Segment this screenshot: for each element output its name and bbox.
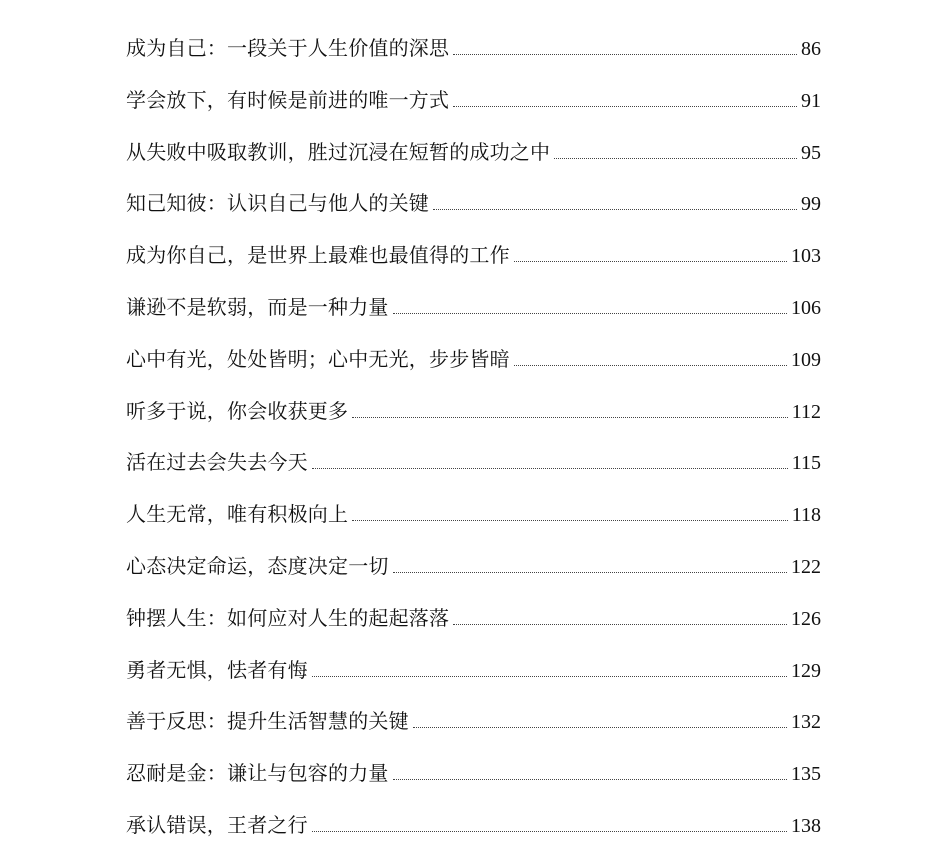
- toc-entry-title: 心中有光，处处皆明；心中无光，步步皆暗: [126, 346, 510, 371]
- toc-entry-page: 129: [791, 659, 821, 682]
- toc-leader-dots: [393, 778, 787, 780]
- toc-entry-page: 95: [801, 141, 821, 164]
- table-of-contents: [126, 32, 821, 861]
- toc-entry[interactable]: [126, 809, 821, 861]
- toc-entry-page: 99: [801, 193, 821, 216]
- toc-entry[interactable]: [126, 239, 821, 291]
- toc-entry-title: 心态决定命运，态度决定一切: [126, 553, 389, 578]
- toc-leader-dots: [554, 157, 797, 159]
- toc-entry-title: 听多于说，你会收获更多: [126, 398, 349, 423]
- toc-entry-title: 忍耐是金：谦让与包容的力量: [126, 761, 389, 786]
- toc-entry-page: 86: [801, 38, 821, 60]
- toc-entry[interactable]: [126, 757, 821, 809]
- toc-entry-page: 118: [791, 504, 821, 527]
- toc-leader-dots: [433, 208, 797, 210]
- toc-leader-dots: [312, 675, 787, 677]
- toc-entry[interactable]: [126, 84, 821, 136]
- toc-entry[interactable]: [126, 32, 821, 84]
- toc-leader-dots: [413, 726, 787, 728]
- toc-entry[interactable]: [126, 446, 821, 498]
- toc-entry[interactable]: [126, 343, 821, 395]
- toc-entry-page: 138: [791, 814, 821, 837]
- toc-leader-dots: [352, 519, 788, 521]
- toc-leader-dots: [453, 623, 787, 625]
- toc-entry[interactable]: [126, 395, 821, 447]
- toc-entry-title: 谦逊不是软弱，而是一种力量: [126, 294, 389, 319]
- toc-entry-title: 学会放下，有时候是前进的唯一方式: [126, 87, 450, 112]
- toc-leader-dots: [393, 571, 787, 573]
- toc-entry-page: 122: [791, 555, 821, 578]
- toc-entry[interactable]: [126, 654, 821, 706]
- toc-entry[interactable]: [126, 705, 821, 757]
- toc-entry-title: 人生无常，唯有积极向上: [126, 502, 349, 527]
- toc-entry-page: 115: [791, 452, 821, 475]
- toc-leader-dots: [514, 260, 787, 262]
- toc-entry-page: 106: [791, 296, 821, 319]
- toc-entry[interactable]: [126, 136, 821, 188]
- toc-leader-dots: [453, 105, 797, 107]
- toc-entry[interactable]: [126, 498, 821, 550]
- toc-entry-title: 从失败中吸取教训，胜过沉浸在短暂的成功之中: [126, 139, 551, 164]
- toc-leader-dots: [453, 53, 797, 55]
- toc-entry-page: 109: [791, 348, 821, 371]
- toc-leader-dots: [393, 312, 787, 314]
- toc-entry-title: 勇者无惧，怯者有悔: [126, 657, 308, 682]
- toc-entry[interactable]: [126, 291, 821, 343]
- toc-entry-page: 112: [791, 400, 821, 423]
- toc-entry-title: 知己知彼：认识自己与他人的关键: [126, 191, 429, 216]
- toc-entry-title: 承认错误，王者之行: [126, 812, 308, 837]
- toc-entry-title: 成为你自己，是世界上最难也最值得的工作: [126, 243, 510, 268]
- toc-entry-page: 103: [791, 245, 821, 268]
- toc-leader-dots: [312, 830, 787, 832]
- toc-entry[interactable]: [126, 187, 821, 239]
- toc-entry[interactable]: [126, 550, 821, 602]
- toc-entry-title: 活在过去会失去今天: [126, 450, 308, 475]
- toc-entry-page: 91: [801, 89, 821, 112]
- toc-leader-dots: [514, 364, 787, 366]
- toc-leader-dots: [312, 467, 788, 469]
- toc-entry-title: 钟摆人生：如何应对人生的起起落落: [126, 605, 450, 630]
- toc-entry-page: 126: [791, 607, 821, 630]
- toc-entry-title: 善于反思：提升生活智慧的关键: [126, 709, 409, 734]
- toc-entry-page: 132: [791, 711, 821, 734]
- toc-entry-page: 135: [791, 763, 821, 786]
- toc-entry-title: 成为自己：一段关于人生价值的深思: [126, 36, 450, 60]
- toc-entry[interactable]: [126, 602, 821, 654]
- toc-leader-dots: [352, 416, 788, 418]
